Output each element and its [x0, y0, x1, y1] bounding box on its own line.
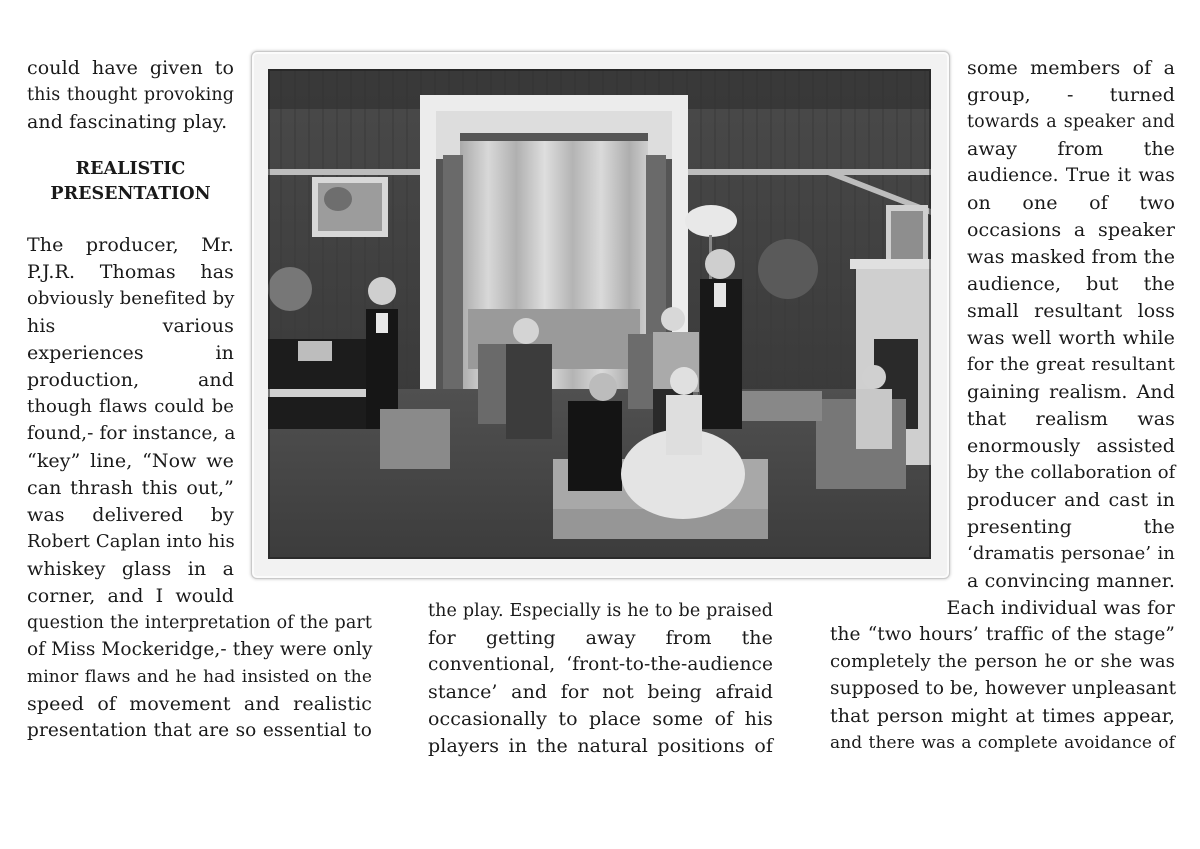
section-heading-line-1: REALISTIC	[75, 159, 186, 179]
col1-para-line: corner, and I would	[27, 585, 234, 607]
col1-para-line: Robert Caplan into his	[27, 531, 235, 552]
section-heading-line-2: PRESENTATION	[50, 184, 211, 204]
col3-line: by the collaboration of	[967, 462, 1176, 483]
col1-para-line: experiences in	[27, 342, 234, 364]
col1-para-line: presentation that are so essential to	[27, 720, 372, 741]
col3-line: completely the person he or she was	[830, 651, 1175, 672]
col3-line: enormously assisted	[967, 435, 1175, 457]
col3-line: supposed to be, however unpleasant	[830, 678, 1177, 699]
col1-para-line: can thrash this out,”	[27, 477, 234, 499]
col1-para-line: of Miss Mockeridge,- they were only	[27, 639, 373, 660]
col1-para-line: speed of movement and realistic	[27, 693, 372, 715]
col1-para-line: though flaws could be	[27, 396, 234, 417]
col3-line: that person might at times appear,	[830, 705, 1175, 727]
col1-para-line: The producer, Mr.	[27, 234, 234, 256]
col1-line: this thought provoking	[27, 85, 234, 105]
col2-line: the play. Especially is he to be praised	[428, 601, 773, 621]
col1-line: and fascinating play.	[27, 111, 228, 133]
col3-line: was masked from the	[967, 246, 1176, 268]
col3-line: a convincing manner.	[967, 570, 1175, 592]
col3-line: audience. True it was	[967, 165, 1175, 186]
col1-para-line: whiskey glass in a	[27, 558, 234, 580]
col3-line: occasions a speaker	[967, 219, 1175, 241]
col2-line: for getting away from the	[428, 627, 773, 649]
col3-line: small resultant loss	[967, 300, 1175, 322]
stage-photograph	[268, 69, 931, 559]
col3-line: some members of a	[967, 57, 1175, 79]
col3-line: and there was a complete avoidance of	[830, 733, 1175, 753]
col3-line: was well worth while	[967, 327, 1175, 349]
col3-line: group, - turned	[967, 84, 1175, 106]
col1-para-line: minor flaws and he had insisted on the	[27, 667, 372, 687]
col1-para-line: P.J.R. Thomas has	[27, 261, 234, 283]
col3-line: gaining realism. And	[967, 381, 1175, 403]
col1-para-line: found,- for instance, a	[27, 423, 236, 444]
col3-line: Each individual was for	[946, 597, 1175, 619]
col2-line: conventional, ‘front-to-the-audience	[428, 654, 773, 675]
col3-line: away from the	[967, 138, 1175, 160]
col3-line: ‘dramatis personae’ in	[967, 543, 1175, 564]
col3-line: presenting the	[967, 516, 1175, 538]
col1-para-line: obviously benefited by	[27, 288, 235, 309]
col2-line: occasionally to place some of his	[428, 708, 773, 730]
col1-para-line: production, and	[27, 369, 234, 391]
col2-line: players in the natural positions of	[428, 735, 773, 757]
col1-line: could have given to	[27, 57, 234, 79]
col3-line: towards a speaker and	[967, 112, 1175, 132]
col3-line: that realism was	[967, 408, 1175, 430]
col1-para-line: question the interpretation of the part	[27, 613, 372, 633]
col3-line: audience, but the	[967, 273, 1175, 295]
col3-line: the “two hours’ traffic of the stage”	[830, 624, 1175, 645]
col1-para-line: was delivered by	[27, 504, 234, 526]
col1-para-line: his various	[27, 315, 234, 337]
col2-line: stance’ and for not being afraid	[428, 681, 773, 703]
col1-para-line: “key” line, “Now we	[27, 450, 234, 472]
col3-line: producer and cast in	[967, 489, 1175, 511]
col3-line: on one of two	[967, 192, 1175, 214]
col3-line: for the great resultant	[967, 354, 1175, 375]
